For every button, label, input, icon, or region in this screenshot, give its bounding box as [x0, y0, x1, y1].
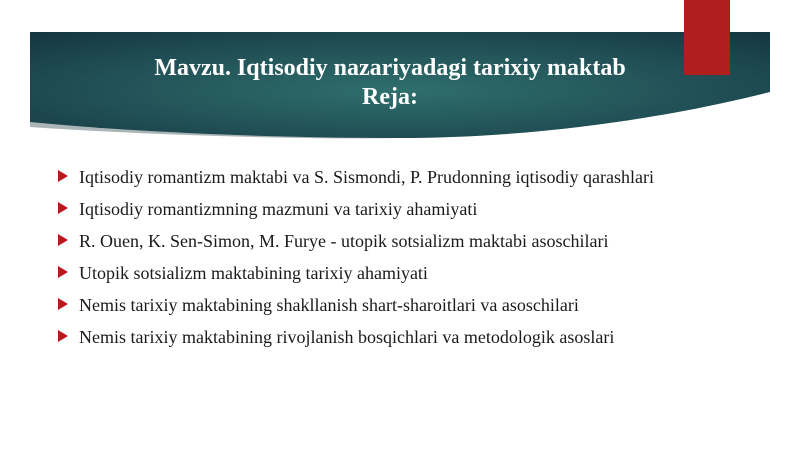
triangle-bullet-icon	[58, 298, 68, 310]
bullet-list	[58, 166, 778, 358]
triangle-bullet-icon	[58, 266, 68, 278]
triangle-bullet-icon	[58, 330, 68, 342]
title-band	[0, 30, 800, 140]
bullet-item	[58, 326, 778, 358]
bullet-item	[58, 198, 778, 230]
bullet-item	[58, 230, 778, 262]
triangle-bullet-icon	[58, 234, 68, 246]
bullet-text: Utopik sotsializm maktabining tarixiy ahamiyati	[79, 263, 428, 283]
bullet-text: Iqtisodiy romantizm maktabi va S. Sismondi, P. Prudonning iqtisodiy qarashlari	[79, 167, 654, 187]
title-line-1: Mavzu. Iqtisodiy nazariyadagi tarixiy maktab	[154, 55, 626, 81]
bullet-text: R. Ouen, K. Sen-Simon, M. Furye - utopik sotsializm maktabi asoschilari	[79, 231, 609, 251]
title-line-2: Reja:	[362, 84, 418, 110]
bullet-text: Nemis tarixiy maktabining rivojlanish bosqichlari va metodologik asoslari	[79, 327, 615, 347]
bullet-item	[58, 294, 778, 326]
bullet-item	[58, 262, 778, 294]
triangle-bullet-icon	[58, 202, 68, 214]
triangle-bullet-icon	[58, 170, 68, 182]
title	[60, 54, 720, 112]
bullet-text: Nemis tarixiy maktabining shakllanish shart-sharoitlari va asoschilari	[79, 295, 579, 315]
red-accent-tab	[684, 0, 730, 75]
bullet-item	[58, 166, 778, 198]
bullet-text: Iqtisodiy romantizmning mazmuni va tarixiy ahamiyati	[79, 199, 478, 219]
